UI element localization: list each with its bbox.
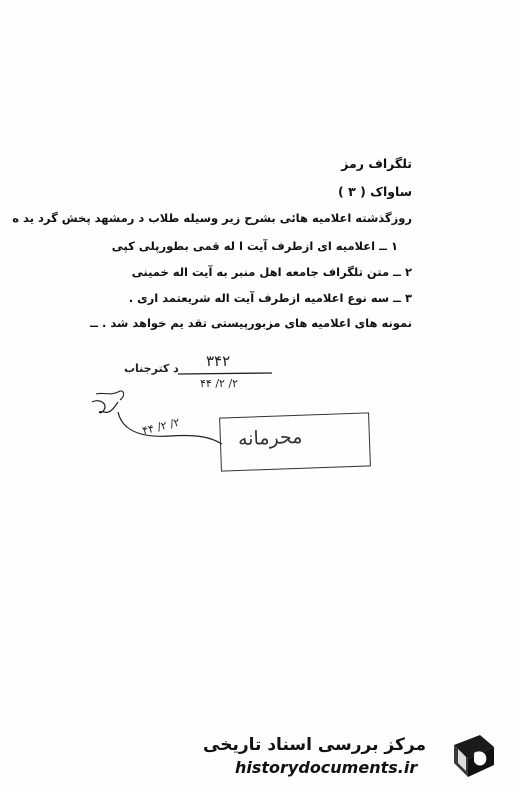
telegram-title: تلگراف رمز xyxy=(341,156,412,171)
side-note-date: ۲/ ۲/ ۴۴ xyxy=(140,415,182,438)
closing-line: نمونه های اعلامیه های مزبورپیستی تقد یم خواهد شد . ــ xyxy=(90,316,412,330)
registration-number: ۳۴۲ xyxy=(206,352,231,370)
archive-name: مرکز بررسی اسناد تاریخی xyxy=(203,735,426,755)
reference-line: ساواک ( ۳ ) xyxy=(338,184,412,199)
underline-stroke xyxy=(178,373,272,374)
registration-date: ۲/ ۲/ ۴۴ xyxy=(200,377,239,390)
addressee-note: د کترجناب xyxy=(124,362,179,375)
signature-stroke-2 xyxy=(96,391,124,400)
stamp-text: محرمانه xyxy=(237,425,303,451)
list-item-3: ۳ ــ سه نوع اعلامیه ازطرف آیت اله شریعتمد اری . xyxy=(128,291,412,305)
body-line: روزگذشته اعلامیه هائی بشرح زیر وسیله طلاب د رمشهد پخش گرد ید ه xyxy=(12,211,412,225)
archive-url: historydocuments.ir xyxy=(235,758,418,777)
list-item-1: ۱ ــ اعلامیه ای ازطرف آیت ا له قمی بطورپلی کپی xyxy=(111,239,398,253)
list-item-2: ۲ ــ متن تلگراف جامعه اهل منبر به آیت اله خمینی xyxy=(131,265,412,279)
signature-stroke xyxy=(92,401,118,413)
archive-book-icon xyxy=(450,731,498,785)
